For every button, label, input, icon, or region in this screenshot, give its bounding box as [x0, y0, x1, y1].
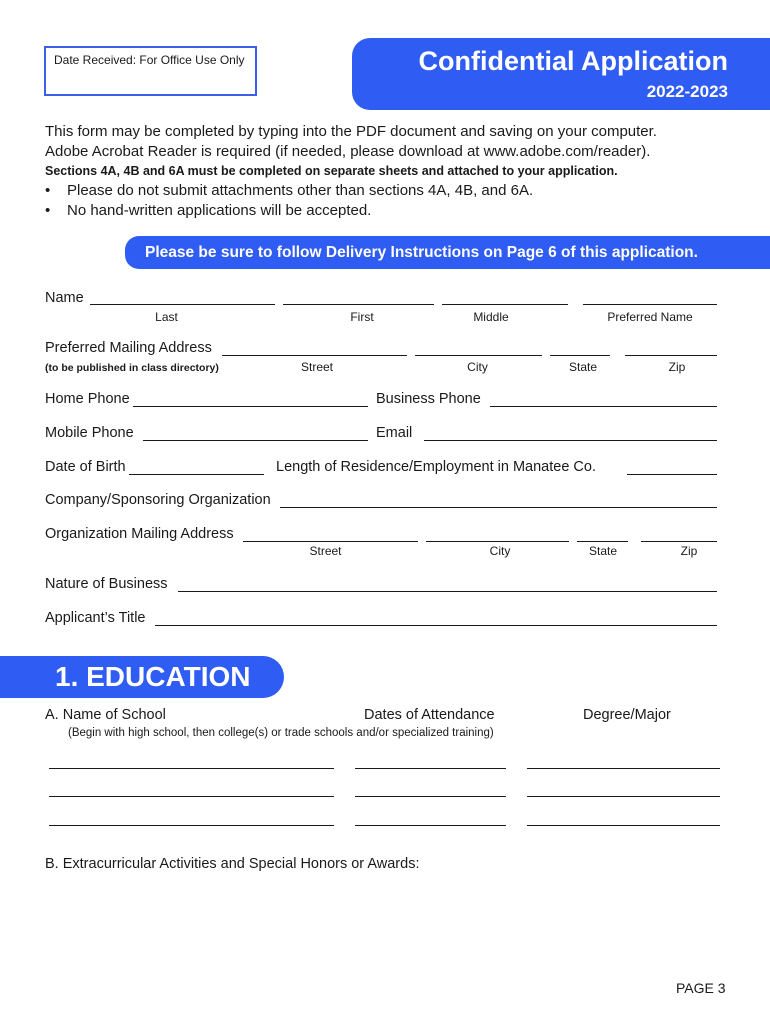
col-dates-label: Dates of Attendance	[364, 707, 495, 723]
sub-label-last: Last	[155, 310, 178, 324]
applicant-title-field[interactable]	[155, 625, 717, 626]
mailing-zip-field[interactable]	[625, 355, 717, 356]
mailing-note: (to be published in class directory)	[45, 362, 219, 374]
org-zip-field[interactable]	[641, 541, 717, 542]
sub-label-preferred: Preferred Name	[607, 310, 693, 324]
mailing-city-field[interactable]	[415, 355, 542, 356]
dob-field[interactable]	[129, 474, 264, 475]
email-label: Email	[376, 425, 413, 441]
home-phone-label: Home Phone	[45, 391, 130, 407]
mobile-phone-label: Mobile Phone	[45, 425, 134, 441]
education-heading: 1. EDUCATION	[0, 656, 284, 698]
company-label: Company/Sponsoring Organization	[45, 492, 271, 508]
residence-field[interactable]	[627, 474, 717, 475]
sub-label-zip: Zip	[668, 360, 686, 374]
school-field[interactable]	[49, 796, 334, 797]
mailing-state-field[interactable]	[550, 355, 610, 356]
school-field[interactable]	[49, 825, 334, 826]
mobile-phone-field[interactable]	[143, 440, 368, 441]
office-use-label: Date Received: For Office Use Only	[54, 53, 245, 67]
office-use-box	[44, 46, 257, 96]
email-field[interactable]	[424, 440, 717, 441]
page-title: Confidential Application	[418, 46, 728, 76]
home-phone-field[interactable]	[133, 406, 368, 407]
sub-label-middle: Middle	[473, 310, 509, 324]
business-phone-field[interactable]	[490, 406, 717, 407]
sub-label-street: Street	[309, 544, 342, 558]
bullet-item: • Please do not submit attachments other than sections 4A, 4B, and 6A.	[45, 182, 534, 199]
sub-label-first: First	[350, 310, 374, 324]
intro-line-1: This form may be completed by typing into the PDF document and saving on your computer.	[45, 123, 657, 140]
intro-line-2: Adobe Acrobat Reader is required (if needed, please download at www.adobe.com/reader).	[45, 143, 651, 160]
nature-label: Nature of Business	[45, 576, 168, 592]
dob-label: Date of Birth	[45, 459, 126, 475]
sub-label-city: City	[467, 360, 488, 374]
education-note: (Begin with high school, then college(s) or trade schools and/or specialized training)	[68, 727, 494, 739]
business-phone-label: Business Phone	[376, 391, 481, 407]
last-name-field[interactable]	[90, 304, 275, 305]
col-school-label: A. Name of School	[45, 707, 166, 723]
degree-field[interactable]	[527, 825, 720, 826]
delivery-banner: Please be sure to follow Delivery Instructions on Page 6 of this application.	[125, 236, 770, 269]
degree-field[interactable]	[527, 796, 720, 797]
sub-label-state: State	[588, 544, 618, 558]
company-field[interactable]	[280, 507, 717, 508]
sub-label-city: City	[489, 544, 511, 558]
dates-field[interactable]	[355, 825, 506, 826]
preferred-name-field[interactable]	[583, 304, 717, 305]
middle-name-field[interactable]	[442, 304, 568, 305]
nature-field[interactable]	[178, 591, 717, 592]
sub-label-street: Street	[300, 360, 333, 374]
name-label: Name	[45, 290, 84, 306]
intro-bold-line: Sections 4A, 4B and 6A must be completed on separate sheets and attached to your application.	[45, 164, 618, 178]
header-banner	[352, 38, 770, 110]
mailing-street-field[interactable]	[222, 355, 407, 356]
sub-label-state: State	[568, 360, 598, 374]
org-address-label: Organization Mailing Address	[45, 526, 234, 542]
sub-label-zip: Zip	[680, 544, 698, 558]
org-state-field[interactable]	[577, 541, 628, 542]
page-number: PAGE 3	[676, 980, 726, 996]
school-field[interactable]	[49, 768, 334, 769]
residence-label: Length of Residence/Employment in Manatee Co.	[276, 459, 596, 475]
year-label: 2022-2023	[646, 82, 728, 101]
bullet-item: • No hand-written applications will be accepted.	[45, 202, 372, 219]
degree-field[interactable]	[527, 768, 720, 769]
applicant-title-label: Applicant’s Title	[45, 610, 146, 626]
col-degree-label: Degree/Major	[583, 707, 671, 723]
dates-field[interactable]	[355, 768, 506, 769]
org-city-field[interactable]	[426, 541, 569, 542]
dates-field[interactable]	[355, 796, 506, 797]
extracurricular-label: B. Extracurricular Activities and Special Honors or Awards:	[45, 856, 420, 872]
org-street-field[interactable]	[243, 541, 418, 542]
mailing-address-label: Preferred Mailing Address	[45, 340, 212, 356]
first-name-field[interactable]	[283, 304, 434, 305]
